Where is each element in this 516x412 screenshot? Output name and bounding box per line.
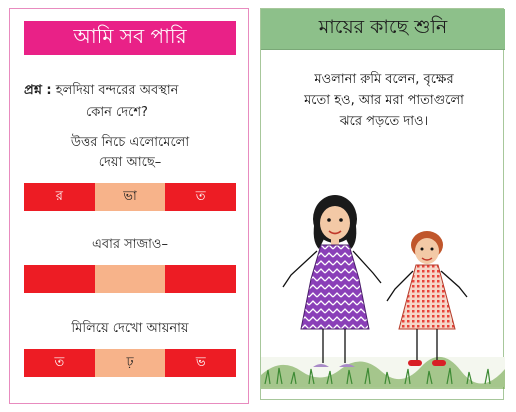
mirror-heading: মিলিয়ে দেখো আয়নায় bbox=[71, 321, 189, 336]
mirror-letter-cell: ত bbox=[24, 349, 95, 377]
jumbled-letter-cell: র bbox=[24, 183, 95, 211]
mirror-letter-cell: ভ bbox=[165, 349, 236, 377]
mother-child-illustration bbox=[261, 179, 505, 399]
jumbled-heading-2: দেয়া আছে– bbox=[98, 155, 162, 170]
grass bbox=[261, 357, 505, 389]
quote-text bbox=[279, 69, 489, 132]
quote-line: মতো হও, আর মরা পাতাগুলো bbox=[304, 93, 464, 108]
jumbled-letter-cell: ত bbox=[165, 183, 236, 211]
question-text-2: কোন দেশে? bbox=[86, 105, 148, 120]
quote-line: মওলানা রুমি বলেন, বৃক্ষের bbox=[314, 72, 454, 87]
child-figure bbox=[387, 231, 467, 366]
question-label: প্রশ্ন : bbox=[24, 83, 52, 98]
left-panel-title: আমি সব পারি bbox=[24, 21, 236, 55]
left-panel bbox=[9, 8, 249, 404]
answer-cell[interactable] bbox=[95, 265, 166, 293]
right-panel-title: মায়ের কাছে শুনি bbox=[261, 9, 505, 50]
answer-row bbox=[24, 265, 236, 293]
answer-cell[interactable] bbox=[24, 265, 95, 293]
jumbled-letter-cell: ভা bbox=[95, 183, 166, 211]
mother-figure bbox=[283, 195, 381, 367]
mirror-letter-cell: ঢ় bbox=[95, 349, 166, 377]
jumbled-heading-1: উত্তর নিচে এলোমেলো bbox=[70, 135, 190, 150]
right-panel bbox=[260, 8, 504, 400]
question-text: হলদিয়া বন্দরের অবস্থান bbox=[55, 83, 179, 98]
mirror-row bbox=[24, 349, 236, 377]
answer-cell[interactable] bbox=[165, 265, 236, 293]
quote-line: ঝরে পড়তে দাও। bbox=[339, 114, 429, 129]
question-line bbox=[24, 81, 178, 101]
arrange-heading: এবার সাজাও– bbox=[91, 237, 168, 252]
jumbled-letters-row bbox=[24, 183, 236, 211]
